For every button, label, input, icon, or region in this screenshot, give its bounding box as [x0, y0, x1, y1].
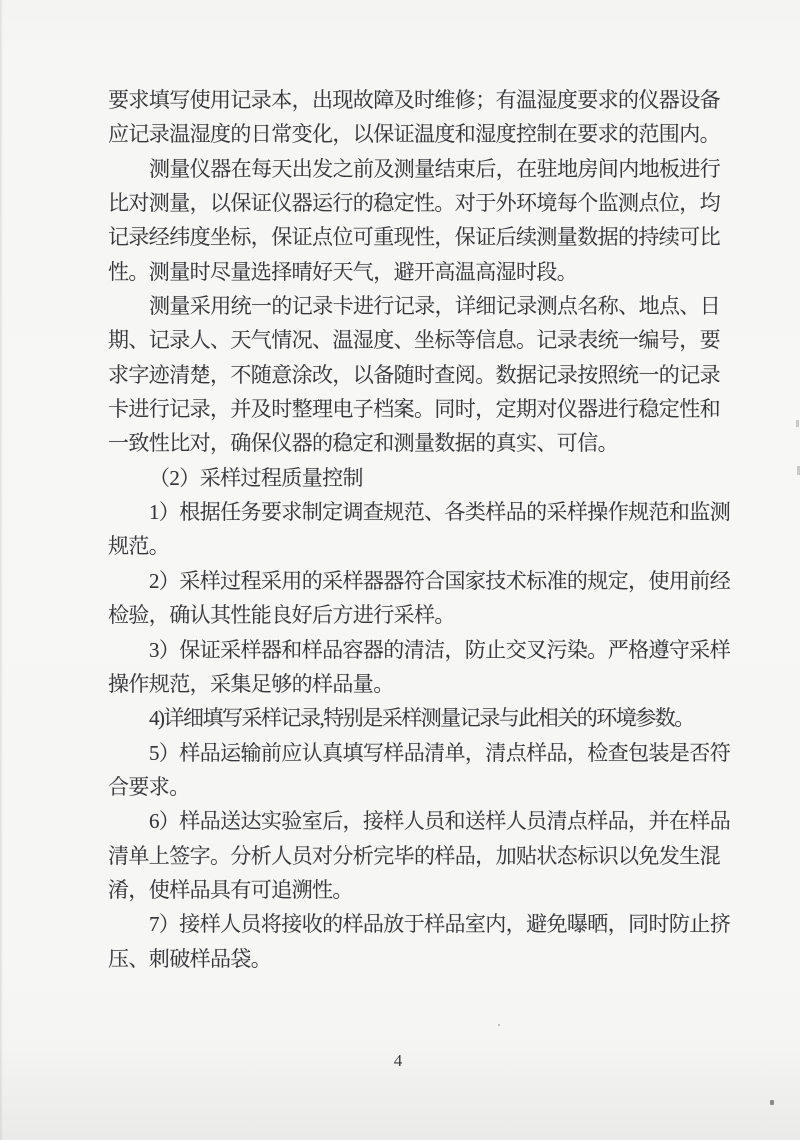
- text-line: （2）采样过程质量控制: [149, 465, 363, 490]
- text-line: 1）根据任务要求制定调查规范、各类样品的采样操作规范和监测: [149, 500, 731, 525]
- text-line: 期、记录人、天气情况、温湿度、坐标等信息。记录表统一编号，要: [108, 328, 720, 353]
- text-line: 比对测量，以保证仪器运行的稳定性。对于外环境每个监测点位，均: [108, 191, 720, 216]
- text-line: 4)详细填写采样记录,特别是采样测量记录与此相关的环境参数。: [149, 706, 694, 731]
- text-line: 检验，确认其性能良好后方进行采样。: [108, 603, 455, 628]
- text-line: 卡进行记录，并及时整理电子档案。同时，定期对仪器进行稳定性和: [108, 397, 720, 422]
- text-line: 一致性比对，确保仪器的稳定和测量数据的真实、可信。: [108, 431, 618, 456]
- text-line: 淆，使样品具有可追溯性。: [108, 877, 353, 902]
- text-line: 2）采样过程采用的采样器器符合国家技术标准的规定，使用前经: [149, 568, 731, 593]
- scan-speck: [498, 1024, 500, 1026]
- text-line: 压、刺破样品袋。: [108, 946, 272, 971]
- text-line: 测量采用统一的记录卡进行记录，详细记录测点名称、地点、日: [149, 294, 721, 319]
- text-line: 测量仪器在每天出发之前及测量结束后，在驻地房间内地板进行: [149, 156, 721, 181]
- text-line: 3）保证采样器和样品容器的清洁，防止交叉污染。严格遵守采样: [149, 637, 731, 662]
- scan-speck: [770, 1100, 774, 1105]
- text-line: 合要求。: [108, 774, 190, 799]
- document-body-text: [108, 83, 748, 976]
- text-line: 记录经纬度坐标，保证点位可重现性，保证后续测量数据的持续可比: [108, 225, 720, 250]
- page-number: 4: [393, 1051, 403, 1070]
- text-line: 规范。: [108, 534, 170, 559]
- text-line: 5）样品运输前应认真填写样品清单，清点样品，检查包装是否符: [149, 740, 731, 765]
- text-line: 6）样品送达实验室后，接样人员和送样人员清点样品，并在样品: [149, 809, 731, 834]
- text-line: 7）接样人员将接收的样品放于样品室内，避免曝晒，同时防止挤: [149, 912, 731, 937]
- text-line: 要求填写使用记录本，出现故障及时维修；有温湿度要求的仪器设备: [108, 88, 720, 112]
- text-line: 求字迹清楚，不随意涂改，以备随时查阅。数据记录按照统一的记录: [108, 362, 720, 387]
- text-line: 清单上签字。分析人员对分析完毕的样品，加贴状态标识以免发生混: [108, 843, 720, 868]
- scan-edge-artifact: [796, 420, 799, 427]
- text-line: 操作规范，采集足够的样品量。: [108, 671, 394, 696]
- text-line: 应记录温湿度的日常变化，以保证温度和湿度控制在要求的范围内。: [108, 122, 720, 147]
- text-line: 性。测量时尽量选择晴好天气，避开高温高湿时段。: [108, 259, 578, 284]
